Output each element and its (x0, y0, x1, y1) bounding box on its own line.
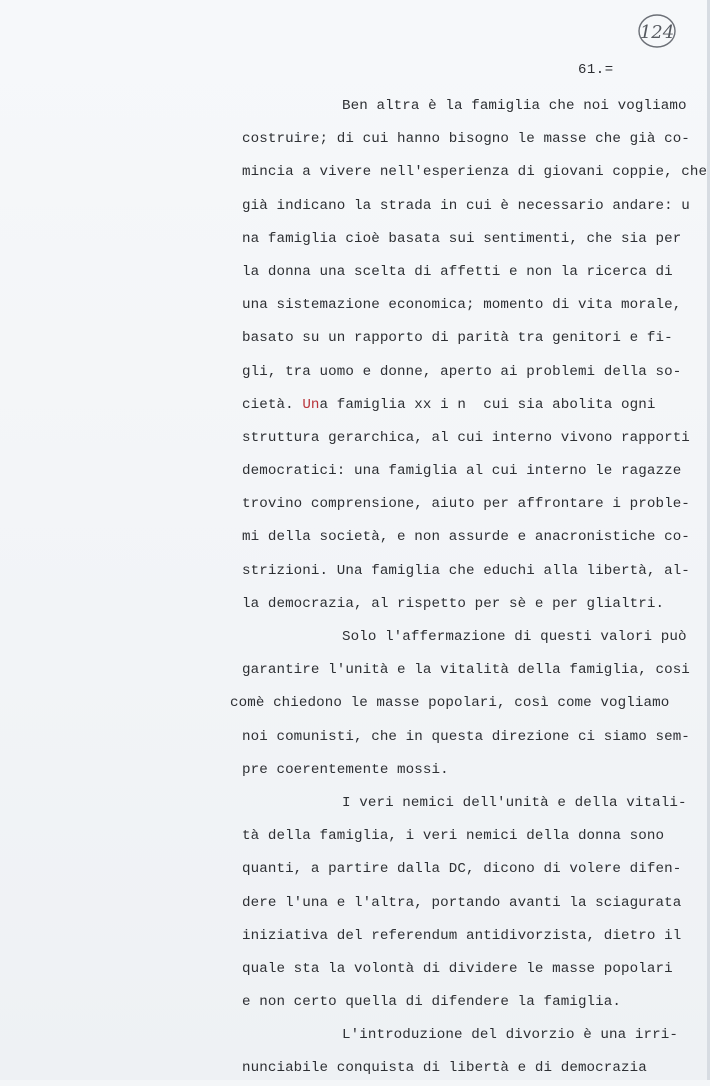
text-line: mi della società, e non assurde e anacronistiche co- (242, 529, 690, 546)
text-line: L'introduzione del divorzio è una irri- (342, 1027, 678, 1044)
text-line: pre coerentemente mossi. (242, 761, 449, 778)
text-line: Ben altra è la famiglia che noi vogliamo (342, 98, 687, 114)
text-line: quale sta la volontà di dividere le masse popolari (242, 960, 673, 977)
text-line: dere l'una e l'altra, portando avanti la sciagurata (242, 894, 682, 911)
text-line: tà della famiglia, i veri nemici della donna sono (242, 828, 665, 845)
text-line: una sistemazione economica; momento di vita morale, (242, 297, 682, 314)
body-text (230, 90, 708, 1086)
folio-stamp-number: 124 (639, 22, 675, 43)
text-line: na famiglia cioè basata sui sentimenti, che sia per (242, 230, 682, 247)
red-pen-mark: Un (302, 396, 320, 413)
text-line: strizioni. Una famiglia che educhi alla libertà, al- (242, 562, 690, 579)
text-line: garantire l'unità e la vitalità della famiglia, cosi (242, 662, 690, 679)
text-line: trovino comprensione, aiuto per affrontare i proble- (242, 496, 690, 513)
text-line: Solo l'affermazione di questi valori può (342, 629, 687, 645)
text-line: gli, tra uomo e donne, aperto ai problemi della so- (242, 363, 682, 380)
text-line: democratici: una famiglia al cui interno le ragazze (242, 463, 682, 480)
page-number: 61.= (578, 62, 614, 78)
text-line: comè chiedono le masse popolari, così come vogliamo (230, 695, 670, 712)
text-line: costruire; di cui hanno bisogno le masse che già co- (242, 131, 690, 148)
text-line: basato su un rapporto di parità tra genitori e fi- (242, 330, 673, 347)
text-line: mincia a vivere nell'esperienza di giovani coppie, che (242, 164, 708, 181)
text-line: struttura gerarchica, al cui interno vivono rapporti (242, 429, 690, 446)
text-line: noi comunisti, che in questa direzione ci siamo sem- (242, 728, 690, 745)
folio-stamp (636, 12, 678, 50)
text-line: la democrazia, al rispetto per sè e per glialtri. (242, 595, 665, 612)
text-line: già indicano la strada in cui è necessario andare: u (242, 197, 690, 214)
text-line: cietà. Una famiglia xx i n cui sia abolita ogni (242, 396, 656, 413)
text-line: nunciabile conquista di libertà e di democrazia (242, 1060, 647, 1077)
text-line: e non certo quella di difendere la famiglia. (242, 994, 622, 1011)
folio-stamp-circle (636, 12, 678, 50)
text-line: quanti, a partire dalla DC, dicono di volere difen- (242, 861, 682, 878)
text-line: I veri nemici dell'unità e della vitali- (342, 794, 687, 811)
text-line: la donna una scelta di affetti e non la ricerca di (242, 263, 673, 280)
text-line: iniziativa del referendum antidivorzista, dietro il (242, 927, 682, 944)
